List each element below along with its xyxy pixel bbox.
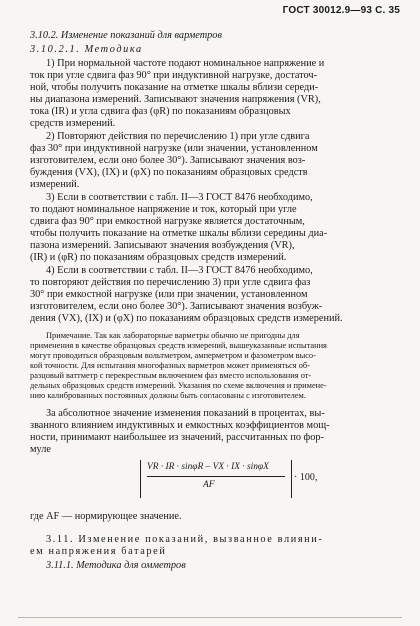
text-line: то подают номинальное напряжение и ток, который при угле [30, 204, 297, 215]
text-line: фаз 30° при индуктивной нагрузке (или значении, установленном [30, 143, 318, 154]
text-line: званного влиянием индуктивных и емкостных коэффициентов мощ- [30, 420, 330, 431]
text-line: тока (IR) и угла сдвига фаз (φR) по показаниям образцовых [30, 106, 291, 117]
text-line: чтобы получить показание на отметке шкалы вблизи середины диа- [30, 228, 328, 239]
text-line: 4) Если в соответствии с табл. II—3 ГОСТ 8476 необходимо, [46, 265, 313, 276]
text-line: где AF — нормирующее значение. [30, 511, 182, 522]
note-line: разцовый ваттметр с перекрестным включением фаз вместо использования от- [30, 371, 312, 380]
text-line: буждения (VX), (IX) и (φX) по показаниям образцовых средств [30, 167, 308, 178]
note-line: могут проводиться образцовым вольтметром, амперметром и фазометром высо- [30, 351, 316, 360]
text-line: (IR) и (φR) по показаниям образцовых средств измерений. [30, 252, 287, 263]
page-header: ГОСТ 30012.9—93 С. 35 [282, 5, 400, 16]
note-line: дельных образцовых средств измерений. Указания по схеме включения и примене- [30, 381, 327, 390]
text-line: За абсолютное значение изменения показаний в процентах, вы- [46, 408, 325, 419]
formula-denominator: AF [203, 480, 215, 490]
text-line: пазона измерений. Записывают значения возбуждения (VR), [30, 240, 295, 251]
text-line: ны диапазона измерений. Записывают значения напряжения (VR), [30, 94, 321, 105]
text-line: средств измерений. [30, 118, 116, 129]
section-heading-3-11-cont: ем напряжения батарей [30, 546, 167, 557]
text-line: измерений. [30, 179, 80, 190]
section-heading-3-11-1: 3.11.1. Методика для омметров [46, 560, 186, 571]
text-line: 2) Повторяют действия по перечислению 1) при угле сдвига [46, 131, 310, 142]
note-line: кой точности. Для испытания многофазных варметров может применяться об- [30, 361, 310, 370]
section-heading-3-10-2-1: 3.10.2.1. Методика [30, 44, 143, 55]
text-line: ной, чтобы получить показание на отметке шкалы вблизи середи- [30, 82, 319, 93]
text-line: 1) При нормальной частоте подают номинальное напряжение и [46, 58, 325, 69]
text-line: изготовителем, если оно более 30°). Записывают значения воз- [30, 155, 306, 166]
fraction-bar [147, 476, 285, 477]
note-line: применения в качестве образцовых средств измерений, вышеуказанные испытания [30, 341, 327, 350]
note-line: нию калиброванных постоянных должны быть согласованы с изготовителем. [30, 391, 306, 400]
text-line: ток при угле сдвига фаз 90° при индуктивной нагрузке, достаточ- [30, 70, 318, 81]
text-line: ности, принимают наибольшее из значений, рассчитанных по фор- [30, 432, 324, 443]
text-line: муле [30, 444, 51, 455]
note-line: Примечание. Так как лабораторные варметры обычно не пригодны для [46, 331, 300, 340]
text-line: сдвига фаз 90° при емкостной нагрузке является достаточным, [30, 216, 305, 227]
text-line: дения (VX), (IX) и (φX) по показаниям образцовых средств измерений. [30, 313, 343, 324]
section-heading-3-11: 3.11. Изменение показаний, вызванное влияни- [46, 534, 324, 545]
formula-multiplier: · 100, [294, 472, 318, 483]
bottom-rule [18, 617, 402, 618]
text-line: то повторяют действия по перечислению 3) при угле сдвига фаз [30, 277, 311, 288]
formula [140, 460, 292, 498]
section-heading-3-10-2: 3.10.2. Изменение показаний для варметров [30, 30, 222, 41]
formula-numerator: VR · IR · sinφR – VX · IX · sinφX [147, 462, 269, 472]
text-line: 30° при емкостной нагрузке (или при значении, установленном [30, 289, 308, 300]
text-line: 3) Если в соответствии с табл. II—3 ГОСТ 8476 необходимо, [46, 192, 313, 203]
text-line: изготовителем, если оно более 30°). Записывают значения возбуж- [30, 301, 323, 312]
